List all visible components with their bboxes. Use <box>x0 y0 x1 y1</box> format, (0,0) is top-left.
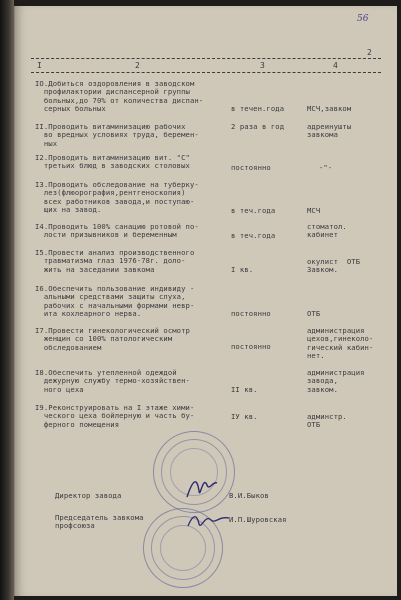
item-19-resp: админстр. ОТБ <box>307 412 347 430</box>
item-11-text: II.Проводить витаминизацию рабочих во вредных условиях труда, беремен- ных <box>35 122 199 148</box>
item-10-text: IO.Добиться оздоровления в заводском профилактории диспансерной группы больных,до 70% от количества диспан- серных больных <box>35 79 204 114</box>
chair-signature <box>185 508 231 534</box>
item-12-term: постоянно <box>231 163 271 172</box>
item-10-term: в течен.года <box>231 104 285 113</box>
item-17-resp: администрация цехов,гинеколо- гический кабин- нет. <box>307 326 374 361</box>
item-16-text: I6.Обеспечить пользование индивиду - альными средствами защиты слуха, рабочих с начальными формами невр- ита кохлеарного нерва. <box>35 284 195 319</box>
item-18-text: I8.Обеспечить утепленной одеждой дежурную службу термо-хозяйствен- ного цеха <box>35 368 190 394</box>
item-19-term: IУ кв. <box>231 412 258 421</box>
item-15-resp: окулист ОТБ Завком. <box>307 257 361 275</box>
item-13-text: I3.Проводить обследование на туберку- лез(флюорография,рентгеноскопия) всех работников завода,и поступаю- щих на завод. <box>35 180 199 215</box>
chair-title: Председатель завкома профсоюза <box>55 513 144 531</box>
sheet-number: 2 <box>367 48 372 57</box>
document-page <box>14 6 397 596</box>
item-12-text: I2.Проводить витаминизацию вит. "С" третьих блюд в заводских столовых <box>35 153 190 171</box>
item-11-term: 2 раза в год <box>231 122 285 131</box>
item-18-resp: администрация завода, завком. <box>307 368 365 394</box>
item-11-resp: адреинушты завкома <box>307 122 352 140</box>
item-14-term: в теч.года <box>231 231 276 240</box>
column-header-3: 3 <box>260 61 265 70</box>
item-15-text: I5.Провести анализ производственного травматизма глаз 1976-78г. доло- жить на заседании завкома <box>35 248 195 274</box>
item-15-term: I кв. <box>231 265 254 274</box>
column-header-1: I <box>37 61 42 70</box>
chair-name: И.П.Шуровская <box>229 515 287 524</box>
column-header-4: 4 <box>333 61 338 70</box>
item-18-term: II кв. <box>231 385 258 394</box>
item-12-resp: -"- <box>319 163 333 172</box>
binding-spine <box>0 0 14 600</box>
item-16-resp: ОТБ <box>307 309 321 318</box>
director-signature <box>183 471 219 503</box>
item-17-term: постоянно <box>231 342 271 351</box>
item-14-text: I4.Проводить 100% санацию ротовой по- лости призывников и беременным <box>35 222 199 240</box>
item-13-term: в теч.года <box>231 206 276 215</box>
header-rule-bottom <box>31 72 381 73</box>
director-name: В.И.Быков <box>229 491 269 500</box>
item-19-text: I9.Реконструировать на I этаже хими- ческого цеха бойлерную и часть бу- ферного помещения <box>35 403 195 429</box>
director-title: Директор завода <box>55 491 122 500</box>
column-header-2: 2 <box>135 61 140 70</box>
item-14-resp: стоматол. кабинет <box>307 222 347 240</box>
item-13-resp: МСЧ <box>307 206 321 215</box>
page-number: 56 <box>357 14 369 24</box>
header-rule-top <box>31 58 381 59</box>
item-10-resp: МСЧ,завком <box>307 104 352 113</box>
item-16-term: постоянно <box>231 309 271 318</box>
item-17-text: I7.Провести гинекологический осмотр женщин со 100% патологическим обследованием <box>35 326 190 352</box>
